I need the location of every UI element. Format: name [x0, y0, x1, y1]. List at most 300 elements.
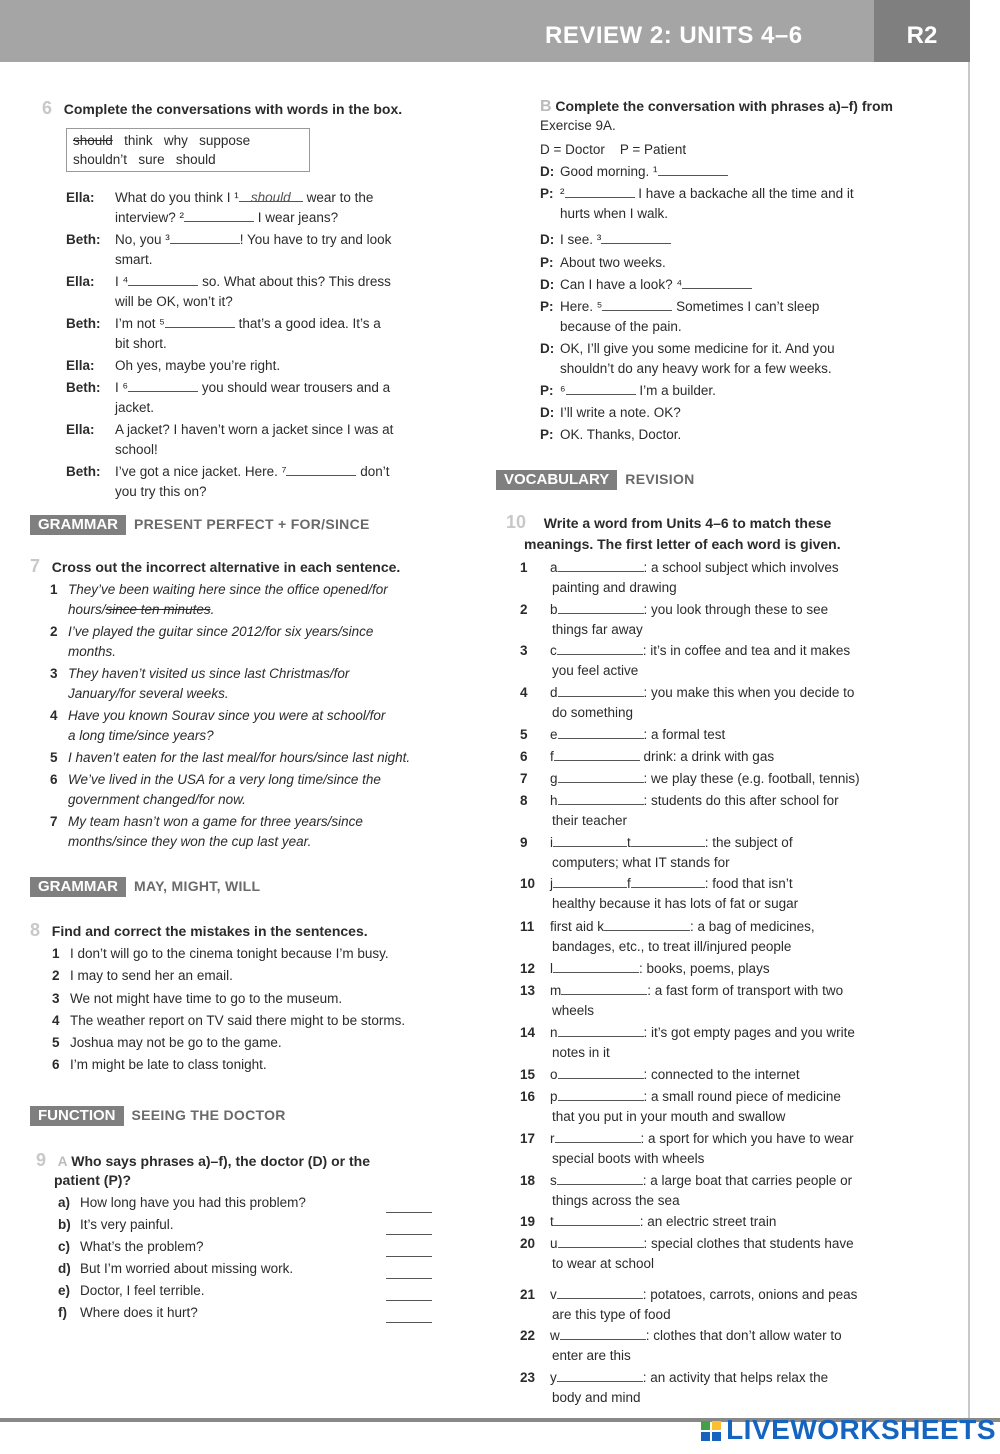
vocabulary-subtitle: REVISION [625, 471, 695, 487]
meaning-text-cont: their teacher [552, 813, 628, 828]
item-letter: e) [58, 1283, 71, 1298]
answer-blank[interactable] [557, 1285, 643, 1299]
page-header [0, 0, 970, 62]
sentence-item-cont [68, 600, 214, 620]
vocab-item [520, 558, 839, 578]
exercise-9b-heading [540, 96, 893, 117]
sentence-text[interactable]: I’ve played the guitar since 2012/for six years/since [68, 624, 374, 639]
dialogue-line [560, 184, 854, 204]
sentence-text[interactable]: Have you known Sourav since you were at school/for [68, 708, 386, 723]
dialogue-line: shouldn’t do any heavy work for a few weeks. [560, 361, 832, 376]
first-letter: s [550, 1173, 557, 1188]
first-letter: c [550, 643, 557, 658]
meaning-text: : it’s in coffee and tea and it makes [642, 643, 851, 658]
phrase-text: How long have you had this problem? [80, 1195, 306, 1210]
meaning-text-cont: computers; what IT stands for [552, 855, 730, 870]
sentence-text: I don’t will go to the cinema tonight because I’m busy. [70, 946, 389, 961]
dialogue-line [115, 272, 391, 292]
word: should [175, 152, 216, 167]
line-text: I’ve got a nice jacket. Here. ⁷ [115, 464, 287, 479]
sentence-item [50, 664, 349, 684]
line-text: I ⁶ [115, 380, 129, 395]
item-number: 16 [520, 1089, 536, 1104]
grammar-banner: GRAMMAR [30, 877, 126, 897]
first-letter: a [550, 560, 558, 575]
speaker: P: [540, 255, 554, 270]
answer-3[interactable] [170, 230, 240, 244]
speaker: Beth: [66, 316, 101, 331]
sentence-text: The weather report on TV said there might to be storms. [70, 1013, 406, 1028]
meaning-text: : a formal test [643, 727, 726, 742]
dialogue-line: because of the pain. [560, 319, 682, 334]
dialogue-line: A jacket? I haven’t worn a jacket since I was at [115, 422, 394, 437]
exercise-number: 8 [30, 920, 41, 940]
vocab-item [520, 769, 860, 789]
logo-text: LIVEWORKSHEETS [726, 1414, 996, 1445]
sentence-item [52, 1033, 282, 1053]
dialogue-line [115, 208, 338, 228]
phrase-text: Doctor, I feel terrible. [80, 1283, 205, 1298]
vocab-item [520, 1234, 854, 1254]
sentence-item [52, 1055, 267, 1075]
answer-4[interactable] [682, 275, 752, 289]
first-letter: h [550, 793, 558, 808]
sentence-item [52, 966, 233, 986]
sentence-item-cont[interactable] [68, 726, 214, 746]
first-letter: w [550, 1328, 560, 1343]
phrase-item [58, 1215, 174, 1235]
line-text: What do you think I ¹ [115, 190, 239, 205]
sentence-text: hours/ [68, 602, 106, 617]
exercise-number: 7 [30, 556, 41, 576]
sentence-item [52, 944, 389, 964]
dialogue-line [115, 378, 390, 398]
vocab-item [520, 1368, 828, 1388]
meaning-text: : you look through these to see [643, 602, 829, 617]
answer-blank[interactable] [558, 1087, 644, 1101]
item-number: 22 [520, 1328, 536, 1343]
item-letter: a) [58, 1195, 71, 1210]
answer-blank[interactable] [555, 1129, 641, 1143]
meaning-text: : special clothes that students have [643, 1236, 854, 1251]
speaker: Ella: [66, 358, 95, 373]
answer-blank[interactable] [558, 1023, 644, 1037]
item-letter: d) [58, 1261, 71, 1276]
exercise-letter: A [57, 1154, 68, 1169]
speaker: D: [540, 277, 555, 292]
grammar-section-heading [30, 514, 370, 535]
line-text: don’t [360, 464, 390, 479]
answer-f[interactable] [386, 1309, 432, 1323]
answer-blank[interactable] [560, 1326, 646, 1340]
vocab-item [520, 1326, 842, 1346]
vocab-item [520, 833, 793, 853]
exercise-instruction: Cross out the incorrect alternative in each sentence. [51, 559, 401, 575]
sentence-text[interactable]: months. [68, 644, 117, 659]
exercise-9a-heading [36, 1150, 370, 1172]
vocab-item [520, 725, 725, 745]
dialogue-line: you try this on? [115, 484, 207, 499]
vocab-item [520, 1023, 855, 1043]
speaker: P: [540, 299, 554, 314]
sentence-text[interactable]: months/since they won the cup last year. [68, 834, 312, 849]
exercise-10-heading [506, 512, 831, 534]
first-letter: e [550, 727, 558, 742]
meaning-text: : a sport for which you have to wear [640, 1131, 854, 1146]
answer-4[interactable] [128, 272, 198, 286]
line-text: ⁶ [560, 383, 566, 398]
answer-blank[interactable] [554, 747, 640, 761]
page-edge [968, 62, 970, 1422]
exercise-instruction-cont: Exercise 9A. [540, 118, 616, 133]
sentence-text: We not might have time to go to the museum. [70, 991, 343, 1006]
answer-1[interactable]: should [239, 188, 303, 202]
answer-blank[interactable] [558, 769, 644, 783]
item-number: 10 [520, 876, 536, 891]
item-number: 4 [52, 1013, 60, 1028]
answer-blank[interactable] [558, 725, 644, 739]
sentence-text[interactable]: I haven’t eaten for the last meal/for hours/since last night. [68, 750, 411, 765]
liveworksheets-icon [700, 1420, 722, 1442]
sentence-item-cont[interactable] [68, 790, 246, 810]
exercise-6-heading [42, 98, 402, 120]
sentence-text[interactable]: government changed/for now. [68, 792, 246, 807]
meaning-text: : books, poems, plays [639, 961, 770, 976]
meaning-text: : a small round piece of medicine [643, 1089, 841, 1104]
first-letter: o [550, 1067, 558, 1082]
item-number: 1 [520, 560, 528, 575]
item-number: 13 [520, 983, 536, 998]
review-code: R2 [874, 0, 970, 62]
item-number: 6 [50, 772, 58, 787]
sentence-item [52, 1011, 405, 1031]
answer-blank[interactable] [557, 1368, 643, 1382]
first-letter: u [550, 1236, 558, 1251]
word: think [124, 133, 153, 148]
line-text: that’s a good idea. It’s a [238, 316, 381, 331]
first-letter: v [550, 1287, 557, 1302]
phrase-item [58, 1193, 306, 1213]
sentence-text: I may to send her an email. [70, 968, 233, 983]
speaker: P: [540, 383, 554, 398]
line-text: interview? ² [115, 210, 185, 225]
word: why [163, 133, 188, 148]
answer-6[interactable] [566, 381, 636, 395]
item-number: 5 [520, 727, 528, 742]
grammar-subtitle: PRESENT PERFECT + FOR/SINCE [134, 516, 370, 532]
speaker: D: [540, 232, 555, 247]
item-number: 18 [520, 1173, 536, 1188]
vocab-item [520, 641, 850, 661]
item-number: 2 [52, 968, 60, 983]
meaning-text: : students do this after school for [643, 793, 839, 808]
meaning-text-cont: wheels [552, 1003, 595, 1018]
sentence-item [52, 989, 342, 1009]
sentence-item-cont[interactable] [68, 684, 229, 704]
speaker-key: D = Doctor P = Patient [540, 142, 687, 157]
exercise-instruction: Write a word from Units 4–6 to match these [543, 515, 832, 531]
sentence-item-cont[interactable] [68, 642, 116, 662]
vocab-item [520, 1212, 776, 1232]
speaker: D: [540, 164, 555, 179]
sentence-text: Joshua may not be go to the game. [70, 1035, 282, 1050]
exercise-instruction: Find and correct the mistakes in the sentences. [51, 923, 368, 939]
first-letter: l [550, 961, 553, 976]
dialogue-line: will be OK, won’t it? [115, 294, 233, 309]
dialogue-line [560, 297, 819, 317]
crossed-out-alternative[interactable]: since ten minutes [105, 602, 211, 617]
dialogue-line [560, 230, 671, 250]
item-number: 3 [50, 666, 58, 681]
line-text: I’m a builder. [639, 383, 716, 398]
sentence-item [50, 580, 388, 600]
item-number: 20 [520, 1236, 536, 1251]
answer-blank[interactable] [558, 791, 644, 805]
vocabulary-section-heading [496, 469, 695, 490]
line-text: ! You have to try and look [239, 232, 392, 247]
item-number: 19 [520, 1214, 536, 1229]
vocab-item [520, 791, 839, 811]
dialogue-line: smart. [115, 252, 153, 267]
second-letter: f [627, 876, 631, 891]
sentence-text[interactable]: We’ve lived in the USA for a very long time/since the [68, 772, 381, 787]
answer-blank[interactable] [558, 1234, 644, 1248]
dialogue-line [115, 230, 391, 250]
meaning-text-cont: healthy because it has lots of fat or sugar [552, 896, 799, 911]
sentence-item [50, 622, 373, 642]
item-number: 7 [520, 771, 528, 786]
first-letter: t [550, 1214, 554, 1229]
word: sure [138, 152, 165, 167]
meaning-text-cont: enter are this [552, 1348, 631, 1363]
first-letter: f [550, 749, 554, 764]
first-letter: r [550, 1131, 555, 1146]
exercise-7-heading [30, 556, 400, 578]
first-letter: d [550, 685, 558, 700]
exercise-instruction: Complete the conversations with words in the box. [63, 101, 403, 117]
dialogue-line [115, 188, 373, 208]
meaning-text: : we play these (e.g. football, tennis) [643, 771, 860, 786]
item-number: 12 [520, 961, 536, 976]
line-text: I wear jeans? [257, 210, 339, 225]
answer-7[interactable] [286, 462, 356, 476]
dialogue-line: Oh yes, maybe you’re right. [115, 358, 281, 373]
line-text: I ⁴ [115, 274, 129, 289]
item-number: 9 [520, 835, 528, 850]
speaker: Beth: [66, 380, 101, 395]
word: suppose [199, 133, 251, 148]
item-number: 15 [520, 1067, 536, 1082]
answer-d[interactable] [386, 1265, 432, 1279]
dialogue-line: hurts when I walk. [560, 206, 669, 221]
answer-blank[interactable] [558, 683, 644, 697]
answer-blank[interactable] [557, 1171, 643, 1185]
speaker: D: [540, 405, 555, 420]
answer-blank[interactable] [558, 600, 644, 614]
vocab-item [520, 1065, 800, 1085]
first-letter: g [550, 771, 558, 786]
answer-5[interactable] [165, 314, 235, 328]
answer-blank[interactable] [631, 833, 705, 847]
grammar-section-heading [30, 876, 260, 897]
meaning-text-cont: special boots with wheels [552, 1151, 705, 1166]
vocab-item [520, 1171, 852, 1191]
item-number: 3 [520, 643, 528, 658]
item-letter: c) [58, 1239, 71, 1254]
meaning-text: : an electric street train [639, 1214, 777, 1229]
item-letter: b) [58, 1217, 71, 1232]
phrase-item [58, 1237, 204, 1257]
exercise-letter: B [540, 98, 552, 115]
dialogue-line: OK, I’ll give you some medicine for it. And you [560, 341, 835, 356]
phrase-text: What’s the problem? [80, 1239, 204, 1254]
line-text: I see. ³ [560, 232, 602, 247]
answer-e[interactable] [386, 1287, 432, 1301]
exercise-8-heading [30, 920, 368, 942]
sentence-text: I’m might be late to class tonight. [70, 1057, 267, 1072]
answer-blank[interactable] [553, 833, 627, 847]
meaning-text-cont: things across the sea [552, 1193, 680, 1208]
function-section-heading [30, 1105, 286, 1126]
sentence-text[interactable]: January/for several weeks. [68, 686, 229, 701]
speaker: Ella: [66, 190, 95, 205]
line-text: Here. ⁵ [560, 299, 603, 314]
item-number: 11 [520, 919, 535, 934]
first-letter: n [550, 1025, 558, 1040]
second-letter: t [627, 835, 631, 850]
meaning-text: : clothes that don’t allow water to [645, 1328, 842, 1343]
answer-blank[interactable] [604, 917, 690, 931]
answer-blank[interactable] [553, 874, 627, 888]
page-title: REVIEW 2: UNITS 4–6 [545, 22, 803, 49]
item-number: 21 [520, 1287, 536, 1302]
speaker: Beth: [66, 464, 101, 479]
answer-6[interactable] [128, 378, 198, 392]
sentence-text: . [210, 602, 215, 617]
dialogue-line: About two weeks. [560, 255, 666, 270]
line-text: Can I have a look? ⁴ [560, 277, 683, 292]
dialogue-line: bit short. [115, 336, 167, 351]
answer-c[interactable] [386, 1243, 432, 1257]
answer-blank[interactable] [558, 1065, 644, 1079]
exercise-instruction-cont: meanings. The first letter of each word is given. [524, 536, 841, 552]
item-number: 17 [520, 1131, 536, 1146]
speaker: D: [540, 341, 555, 356]
answer-blank[interactable] [558, 558, 644, 572]
vocab-item [520, 1129, 854, 1149]
sentence-item [50, 812, 363, 832]
first-letter: b [550, 602, 558, 617]
function-subtitle: SEEING THE DOCTOR [131, 1107, 286, 1123]
item-number: 5 [52, 1035, 60, 1050]
meaning-text-cont: notes in it [552, 1045, 610, 1060]
meaning-text-cont: that you put in your mouth and swallow [552, 1109, 786, 1124]
sentence-text[interactable]: a long time/since years? [68, 728, 214, 743]
meaning-text: : an activity that helps relax the [642, 1370, 829, 1385]
exercise-instruction: Complete the conversation with phrases a)–f) from [555, 98, 893, 114]
answer-blank[interactable] [557, 641, 643, 655]
first-letter: m [550, 983, 562, 998]
meaning-text: : a bag of medicines, [690, 919, 815, 934]
meaning-text-cont: bandages, etc., to treat ill/injured people [552, 939, 792, 954]
vocab-item [520, 959, 770, 979]
line-text: ² [560, 186, 565, 201]
phrase-item [58, 1303, 198, 1323]
dialogue-line [115, 462, 390, 482]
sentence-text[interactable]: My team hasn’t won a game for three years/since [68, 814, 363, 829]
meaning-text: : you make this when you decide to [643, 685, 855, 700]
meaning-text: drink: a drink with gas [639, 749, 775, 764]
item-number: 1 [52, 946, 60, 961]
exercise-number: 9 [36, 1150, 47, 1170]
answer-blank[interactable] [561, 981, 647, 995]
sentence-item-cont[interactable] [68, 832, 311, 852]
vocab-item [520, 600, 828, 620]
line-text: I’m not ⁵ [115, 316, 165, 331]
dialogue-line [115, 314, 381, 334]
liveworksheets-logo [700, 1414, 996, 1445]
meaning-text: : food that isn’t [704, 876, 793, 891]
answer-a[interactable] [386, 1199, 432, 1213]
item-number: 6 [520, 749, 528, 764]
meaning-text: : potatoes, carrots, onions and peas [642, 1287, 858, 1302]
answer-blank[interactable] [631, 874, 705, 888]
speaker: Ella: [66, 274, 95, 289]
speaker: P: [540, 186, 554, 201]
item-number: 14 [520, 1025, 536, 1040]
meaning-text-cont: painting and drawing [552, 580, 677, 595]
word: shouldn’t [73, 152, 128, 167]
first-letter: p [550, 1089, 558, 1104]
meaning-text: : it’s got empty pages and you write [643, 1025, 855, 1040]
item-number: 2 [520, 602, 528, 617]
sentence-text[interactable]: They haven’t visited us since last Christmas/for [68, 666, 350, 681]
line-text: you should wear trousers and a [201, 380, 391, 395]
exercise-instruction: Who says phrases a)–f), the doctor (D) or the [71, 1153, 370, 1169]
item-number: 7 [50, 814, 58, 829]
answer-2[interactable] [565, 184, 635, 198]
meaning-text-cont: to wear at school [552, 1256, 655, 1271]
dialogue-line: OK. Thanks, Doctor. [560, 427, 682, 442]
line-text: so. What about this? This dress [202, 274, 391, 289]
answer-5[interactable] [602, 297, 672, 311]
line-text: I have a backache all the time and it [638, 186, 854, 201]
answer-blank[interactable] [554, 1212, 640, 1226]
exercise-number: 10 [506, 512, 527, 532]
phrase-item [58, 1259, 293, 1279]
vocab-item [520, 747, 774, 767]
vocab-item [520, 874, 793, 894]
answer-3[interactable] [601, 230, 671, 244]
vocab-item [520, 917, 815, 937]
vocab-item [520, 1087, 841, 1107]
answer-blank[interactable] [553, 959, 639, 973]
meaning-text: : connected to the internet [643, 1067, 800, 1082]
sentence-item [50, 770, 381, 790]
phrase-text: But I’m worried about missing work. [80, 1261, 294, 1276]
meaning-text-cont: do something [552, 705, 634, 720]
meaning-text-cont: are this type of food [552, 1307, 671, 1322]
meaning-text: : a school subject which involves [643, 560, 839, 575]
answer-2[interactable] [184, 208, 254, 222]
first-letter: j [550, 876, 553, 891]
first-letter: i [550, 835, 553, 850]
grammar-subtitle: MAY, MIGHT, WILL [134, 878, 261, 894]
first-letter: first aid k [550, 919, 605, 934]
answer-1[interactable] [658, 162, 728, 176]
meaning-text-cont: body and mind [552, 1390, 641, 1405]
answer-b[interactable] [386, 1221, 432, 1235]
